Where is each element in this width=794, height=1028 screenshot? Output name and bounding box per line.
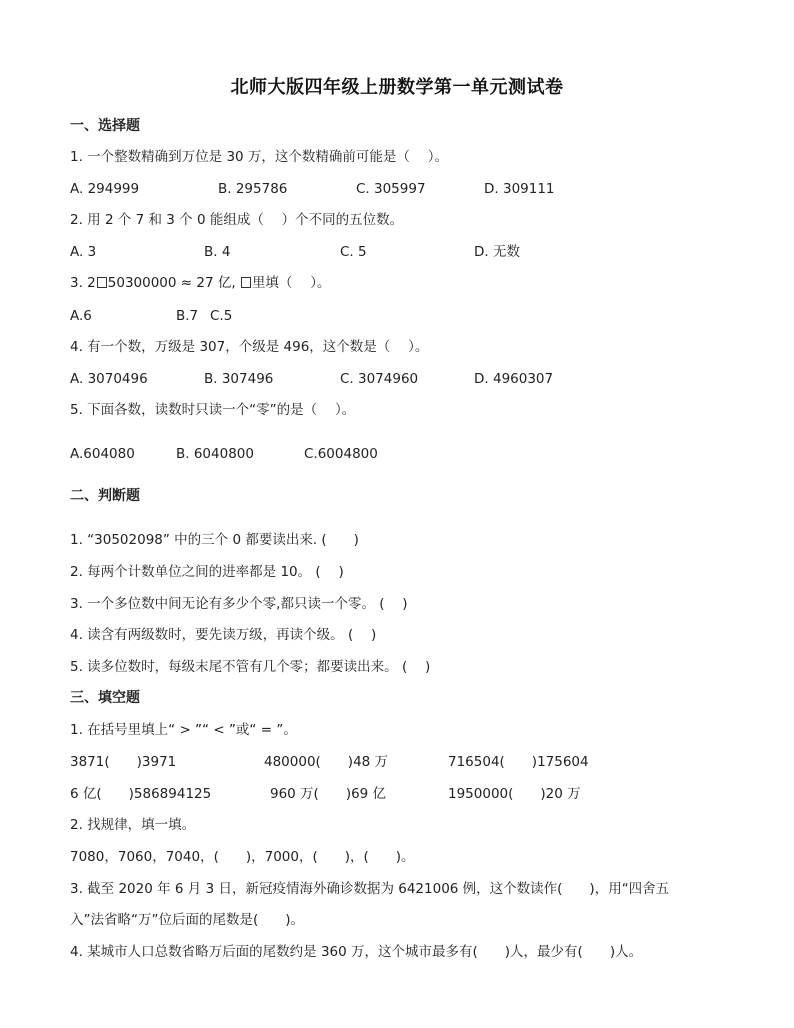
option-a: A.604080	[70, 446, 135, 462]
option-c: C.5	[210, 308, 233, 324]
option-a: A. 3	[70, 244, 97, 260]
option-c: C. 3074960	[340, 371, 419, 387]
option-b: B. 295786	[218, 181, 288, 197]
compare-item: 716504( )175604	[448, 754, 589, 770]
section-heading-fill: 三、填空题	[70, 690, 140, 706]
question-text: 2. 找规律，填一填。	[70, 817, 196, 833]
judgment-item: 3. 一个多位数中间无论有多少个零,都只读一个零。 ( )	[70, 596, 408, 612]
option-c: C. 5	[340, 244, 367, 260]
compare-item: 6 亿( )586894125	[70, 786, 212, 802]
question-text: 4. 某城市人口总数省略万后面的尾数约是 360 万，这个城市最多有( )人，最少有( )人。	[70, 944, 643, 960]
judgment-item: 1. “30502098” 中的三个 0 都要读出来. ( )	[70, 532, 359, 548]
judgment-item: 4. 读含有两级数时，要先读万级，再读个级。 ( )	[70, 627, 377, 643]
option-c: C.6004800	[304, 446, 378, 462]
blank-box-icon	[97, 277, 107, 288]
question-text: 3. 2 50300000 ≈ 27 亿, 里填（ ）。	[70, 275, 331, 291]
option-b: B. 307496	[204, 371, 274, 387]
option-b: B. 4	[204, 244, 231, 260]
option-a: A. 3070496	[70, 371, 148, 387]
compare-item: 480000( )48 万	[264, 754, 389, 770]
section-heading-choice: 一、选择题	[70, 118, 140, 134]
compare-item: 3871( )3971	[70, 754, 177, 770]
judgment-item: 5. 读多位数时，每级末尾不管有几个零；都要读出来。 ( )	[70, 659, 431, 675]
question-text: 2. 用 2 个 7 和 3 个 0 能组成（ ）个不同的五位数。	[70, 212, 404, 228]
question-text-continued: 入”法省略“万”位后面的尾数是( )。	[70, 912, 305, 928]
compare-item: 1950000( )20 万	[448, 786, 581, 802]
pattern-line: 7080，7060，7040，( )，7000，( )，( )。	[70, 849, 415, 865]
question-text: 5. 下面各数，读数时只读一个“零”的是（ ）。	[70, 402, 356, 418]
option-b: B. 6040800	[176, 446, 254, 462]
judgment-item: 2. 每两个计数单位之间的进率都是 10。 ( )	[70, 564, 344, 580]
option-d: D. 309111	[484, 181, 555, 197]
question-text: 3. 截至 2020 年 6 月 3 日，新冠疫情海外确诊数据为 6421006 例，这个数读作( )，用“四舍五	[70, 881, 670, 897]
question-text: 1. 一个整数精确到万位是 30 万，这个数精确前可能是（ ）。	[70, 149, 448, 165]
question-text: 1. 在括号里填上“ > ”“ < ”或“ = ”。	[70, 722, 297, 738]
option-d: D. 4960307	[474, 371, 554, 387]
option-b: B.7	[176, 308, 199, 324]
blank-box-icon	[241, 277, 251, 288]
question-text: 4. 有一个数，万级是 307，个级是 496，这个数是（ ）。	[70, 339, 429, 355]
option-d: D. 无数	[474, 244, 520, 260]
option-a: A.6	[70, 308, 92, 324]
page-title: 北师大版四年级上册数学第一单元测试卷	[230, 77, 564, 98]
section-heading-judgment: 二、判断题	[70, 488, 140, 504]
option-a: A. 294999	[70, 181, 140, 197]
compare-item: 960 万( )69 亿	[270, 786, 387, 802]
option-c: C. 305997	[356, 181, 426, 197]
